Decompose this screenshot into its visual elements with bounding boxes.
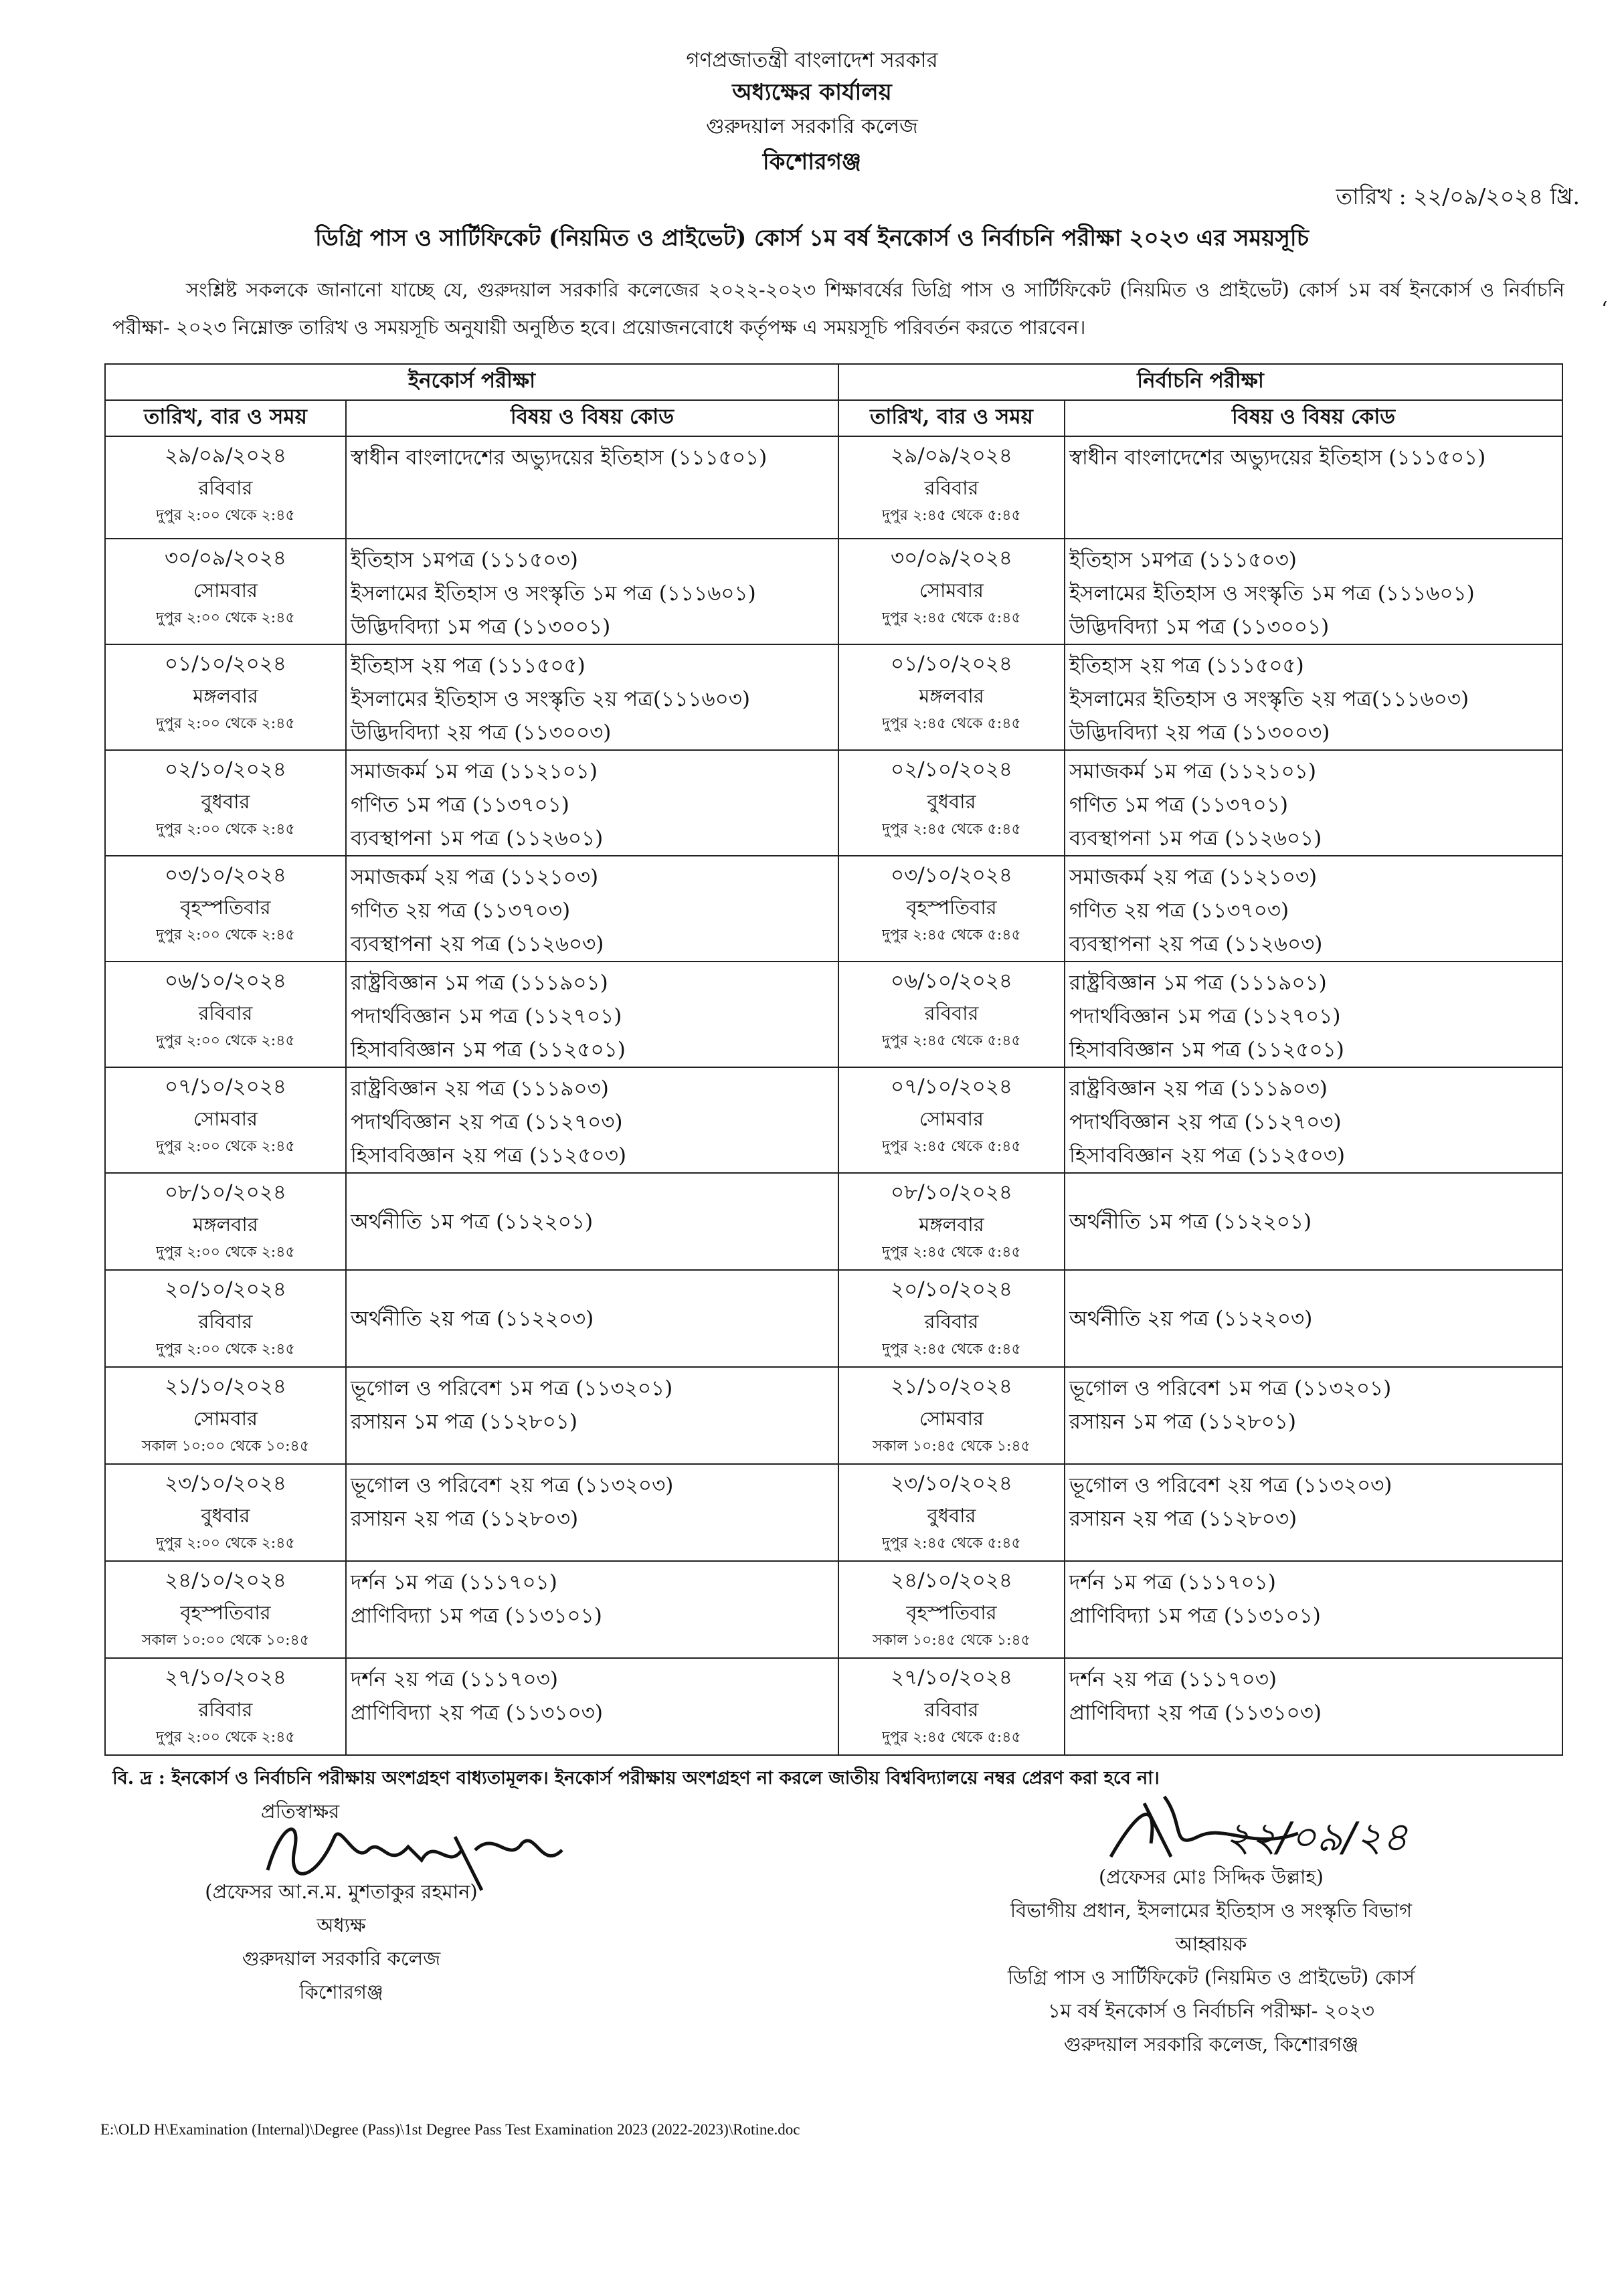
exam-date: ২৩/১০/২০২৪ xyxy=(890,1471,1013,1495)
exam-time: দুপুর ২:০০ থেকে ২:৪৫ xyxy=(156,821,295,838)
exam-time: দুপুর ২:০০ থেকে ২:৪৫ xyxy=(156,1244,295,1261)
subject-item: অর্থনীতি ২য় পত্র (১১২২০৩) xyxy=(1069,1306,1313,1331)
subject-item: রাষ্ট্রবিজ্ঞান ২য় পত্র (১১১৯০৩) xyxy=(1069,1077,1328,1101)
date-cell xyxy=(105,436,346,539)
table-row xyxy=(105,1067,1562,1173)
exam-day: মঙ্গলবার xyxy=(919,685,984,707)
subject-item: হিসাববিজ্ঞান ২য় পত্র (১১২৫০৩) xyxy=(351,1144,626,1168)
exam-date: ২৭/১০/২০২৪ xyxy=(890,1665,1013,1690)
subject-item: অর্থনীতি ১ম পত্র (১১২২০১) xyxy=(351,1209,594,1234)
exam-date: ০১/১০/২০২৪ xyxy=(891,652,1013,676)
subject-item: ব্যবস্থাপনা ২য় পত্র (১১২৬০৩) xyxy=(1069,932,1323,956)
schedule-body xyxy=(105,436,1562,1755)
exam-day: রবিবার xyxy=(924,1310,979,1333)
subject-cell xyxy=(1065,436,1562,539)
exam-day: মঙ্গলবার xyxy=(193,1213,258,1236)
subject-cell xyxy=(346,1367,838,1464)
subject-item: প্রাণিবিদ্যা ১ম পত্র (১১৩১০১) xyxy=(351,1604,602,1628)
principal-institution: গুরুদয়াল সরকারি কলেজ xyxy=(242,1947,441,1970)
principal-signature xyxy=(254,1810,589,1897)
col-header-subject: বিষয় ও বিষয় কোড xyxy=(346,400,838,436)
date-cell xyxy=(105,539,346,644)
exam-day: মঙ্গলবার xyxy=(193,685,258,707)
subject-cell xyxy=(1065,539,1562,644)
date-cell xyxy=(838,539,1065,644)
table-row xyxy=(105,539,1562,644)
subject-cell xyxy=(1065,1270,1562,1367)
exam-day: রবিবার xyxy=(924,476,979,499)
subject-item: ভূগোল ও পরিবেশ ২য় পত্র (১১৩২০৩) xyxy=(351,1473,674,1497)
header-district: কিশোরগঞ্জ xyxy=(762,149,862,175)
countersign-label: প্রতিস্বাক্ষর xyxy=(261,1800,340,1823)
subject-item: পদার্থবিজ্ঞান ২য় পত্র (১১২৭০৩) xyxy=(351,1110,623,1134)
exam-time: দুপুর ২:৪৫ থেকে ৫:৪৫ xyxy=(882,715,1021,732)
subject-item: গণিত ২য় পত্র (১১৩৭০৩) xyxy=(351,899,571,923)
date-cell xyxy=(105,1270,346,1367)
subject-cell xyxy=(346,644,838,750)
exam-time: সকাল ১০:০০ থেকে ১০:৪৫ xyxy=(141,1632,310,1649)
subject-cell xyxy=(1065,1173,1562,1270)
table-row xyxy=(105,1658,1562,1755)
footnote: বি. দ্র : ইনকোর্স ও নির্বাচনি পরীক্ষায় অংশগ্রহণ বাধ্যতামূলক। ইনকোর্স পরীক্ষায় অংশগ্রহণ না করলে জাতীয় বিশ্ববিদ্যালয়ে নম্বর প্রেরণ করা হবে না। xyxy=(112,1768,1160,1789)
file-path-footer: E:\OLD H\Examination (Internal)\Degree (Pass)\1st Degree Pass Test Examination 2023 (2022-2023)\Rotine.doc xyxy=(100,2121,800,2138)
exam-day: সোমবার xyxy=(193,1407,258,1430)
subject-cell xyxy=(1065,1561,1562,1658)
subject-item: স্বাধীন বাংলাদেশের অভ্যুদয়ের ইতিহাস (১১১৫০১) xyxy=(351,446,768,470)
table-row xyxy=(105,856,1562,962)
date-cell xyxy=(838,1173,1065,1270)
subject-cell xyxy=(1065,856,1562,962)
subject-cell xyxy=(1065,1658,1562,1755)
convener-exam: ১ম বর্ষ ইনকোর্স ও নির্বাচনি পরীক্ষা- ২০২৩ xyxy=(1047,1999,1375,2022)
subject-item: ইসলামের ইতিহাস ও সংস্কৃতি ২য় পত্র(১১১৬০৩) xyxy=(351,687,751,711)
date-cell xyxy=(105,962,346,1067)
exam-day: রবিবার xyxy=(198,1698,253,1721)
exam-day: রবিবার xyxy=(924,1698,979,1721)
subject-item: দর্শন ১ম পত্র (১১১৭০১) xyxy=(1069,1570,1276,1595)
header-office: অধ্যক্ষের কার্যালয় xyxy=(732,79,892,106)
exam-date: ০১/১০/২০২৪ xyxy=(164,652,287,676)
exam-date: ০৮/১০/২০২৪ xyxy=(164,1180,287,1204)
date-cell xyxy=(838,1367,1065,1464)
exam-time: দুপুর ২:০০ থেকে ২:৪৫ xyxy=(156,1535,295,1552)
table-row xyxy=(105,750,1562,856)
date-cell xyxy=(105,856,346,962)
subject-item: ভূগোল ও পরিবেশ ২য় পত্র (১১৩২০৩) xyxy=(1069,1473,1392,1497)
exam-day: বুধবার xyxy=(201,1504,250,1527)
date-cell xyxy=(838,1270,1065,1367)
date-cell xyxy=(105,1067,346,1173)
subject-item: উদ্ভিদবিদ্যা ১ম পত্র (১১৩০০১) xyxy=(351,615,611,639)
date-cell xyxy=(838,1658,1065,1755)
exam-date: ২৪/১০/২০২৪ xyxy=(164,1568,287,1592)
exam-time: দুপুর ২:০০ থেকে ২:৪৫ xyxy=(156,1138,295,1155)
exam-day: রবিবার xyxy=(198,1310,253,1333)
subject-item: সমাজকর্ম ১ম পত্র (১১২১০১) xyxy=(1069,759,1317,784)
date-cell xyxy=(838,644,1065,750)
exam-day: বৃহস্পতিবার xyxy=(180,896,271,919)
subject-item: রসায়ন ১ম পত্র (১১২৮০১) xyxy=(1069,1410,1296,1434)
exam-day: সোমবার xyxy=(919,1107,984,1130)
exam-time: দুপুর ২:৪৫ থেকে ৫:৪৫ xyxy=(882,1032,1021,1049)
subject-item: ইতিহাস ২য় পত্র (১১১৫০৫) xyxy=(351,654,585,678)
exam-day: বৃহস্পতিবার xyxy=(180,1601,271,1624)
convener-college: গুরুদয়াল সরকারি কলেজ, কিশোরগঞ্জ xyxy=(1063,2033,1359,2056)
date-cell xyxy=(105,1464,346,1561)
exam-day: সোমবার xyxy=(193,579,258,602)
subject-cell xyxy=(346,1561,838,1658)
exam-date: ২০/১০/২০২৪ xyxy=(890,1277,1013,1301)
exam-day: বৃহস্পতিবার xyxy=(906,896,997,919)
table-row xyxy=(105,644,1562,750)
table-row xyxy=(105,1561,1562,1658)
principal-place: কিশোরগঞ্জ xyxy=(299,1981,383,2003)
exam-time: দুপুর ২:৪৫ থেকে ৫:৪৫ xyxy=(882,1535,1021,1552)
exam-day: সোমবার xyxy=(919,579,984,602)
convener-signature-date: ২২/০৯/২৪ xyxy=(1225,1814,1409,1861)
subject-item: প্রাণিবিদ্যা ১ম পত্র (১১৩১০১) xyxy=(1069,1604,1321,1628)
notice-date: তারিখ : ২২/০৯/২০২৪ খ্রি. xyxy=(1336,183,1580,209)
subject-item: ইসলামের ইতিহাস ও সংস্কৃতি ১ম পত্র (১১১৬০১) xyxy=(351,581,756,606)
subject-item: সমাজকর্ম ১ম পত্র (১১২১০১) xyxy=(351,759,598,784)
exam-time: দুপুর ২:০০ থেকে ২:৪৫ xyxy=(156,927,295,943)
table-row xyxy=(105,1270,1562,1367)
subject-item: দর্শন ২য় পত্র (১১১৭০৩) xyxy=(1069,1667,1277,1692)
table-row xyxy=(105,962,1562,1067)
table-row xyxy=(105,436,1562,539)
subject-item: ইতিহাস ১মপত্র (১১১৫০৩) xyxy=(351,548,578,572)
col-header-date: তারিখ, বার ও সময় xyxy=(105,400,346,436)
exam-day: বুধবার xyxy=(927,790,976,813)
date-cell xyxy=(838,856,1065,962)
date-cell xyxy=(105,1561,346,1658)
subject-cell xyxy=(1065,962,1562,1067)
exam-time: সকাল ১০:৪৫ থেকে ১:৪৫ xyxy=(873,1438,1030,1455)
exam-date: ০৭/১০/২০২৪ xyxy=(890,1075,1013,1099)
subject-cell xyxy=(346,1270,838,1367)
subject-item: পদার্থবিজ্ঞান ১ম পত্র (১১২৭০১) xyxy=(1069,1004,1341,1028)
subject-item: উদ্ভিদবিদ্যা ২য় পত্র (১১৩০০৩) xyxy=(351,721,612,745)
subject-item: সমাজকর্ম ২য় পত্র (১১২১০৩) xyxy=(351,865,599,889)
exam-time: দুপুর ২:৪৫ থেকে ৫:৪৫ xyxy=(882,1341,1021,1358)
subject-cell xyxy=(1065,1367,1562,1464)
convener-department: বিভাগীয় প্রধান, ইসলামের ইতিহাস ও সংস্কৃতি বিভাগ xyxy=(1010,1899,1413,1922)
subject-item: ইসলামের ইতিহাস ও সংস্কৃতি ২য় পত্র(১১১৬০৩) xyxy=(1069,687,1469,711)
subject-item: হিসাববিজ্ঞান ২য় পত্র (১১২৫০৩) xyxy=(1069,1144,1345,1168)
exam-date: ২০/১০/২০২৪ xyxy=(164,1277,287,1301)
subject-item: অর্থনীতি ২য় পত্র (১১২২০৩) xyxy=(351,1306,594,1331)
subject-item: উদ্ভিদবিদ্যা ২য় পত্র (১১৩০০৩) xyxy=(1069,721,1330,745)
exam-time: দুপুর ২:০০ থেকে ২:৪৫ xyxy=(156,1032,295,1049)
exam-time: দুপুর ২:৪৫ থেকে ৫:৪৫ xyxy=(882,927,1021,943)
exam-day: বুধবার xyxy=(201,790,250,813)
subject-item: ইতিহাস ১মপত্র (১১১৫০৩) xyxy=(1069,548,1297,572)
exam-time: দুপুর ২:৪৫ থেকে ৫:৪৫ xyxy=(882,821,1021,838)
date-cell xyxy=(838,1464,1065,1561)
subject-item: রাষ্ট্রবিজ্ঞান ১ম পত্র (১১১৯০১) xyxy=(1069,971,1327,995)
subject-cell xyxy=(346,750,838,856)
exam-day: বৃহস্পতিবার xyxy=(906,1601,997,1624)
subject-item: ব্যবস্থাপনা ২য় পত্র (১১২৬০৩) xyxy=(351,932,604,956)
col-header-date: তারিখ, বার ও সময় xyxy=(838,400,1065,436)
incourse-header: ইনকোর্স পরীক্ষা xyxy=(105,364,838,400)
subject-item: দর্শন ২য় পত্র (১১১৭০৩) xyxy=(351,1667,558,1692)
subject-item: ভূগোল ও পরিবেশ ১ম পত্র (১১৩২০১) xyxy=(351,1376,673,1400)
edge-mark: ‘ xyxy=(1601,298,1608,321)
exam-time: দুপুর ২:৪৫ থেকে ৫:৪৫ xyxy=(882,1729,1021,1746)
subject-item: স্বাধীন বাংলাদেশের অভ্যুদয়ের ইতিহাস (১১১৫০১) xyxy=(1069,446,1486,470)
date-cell xyxy=(105,1367,346,1464)
exam-day: সোমবার xyxy=(193,1107,258,1130)
exam-date: ২৭/১০/২০২৪ xyxy=(164,1665,287,1690)
subject-cell xyxy=(1065,1067,1562,1173)
schedule-table xyxy=(104,363,1563,1756)
exam-date: ০৮/১০/২০২৪ xyxy=(891,1180,1013,1204)
subject-item: সমাজকর্ম ২য় পত্র (১১২১০৩) xyxy=(1069,865,1318,889)
subject-item: ইতিহাস ২য় পত্র (১১১৫০৫) xyxy=(1069,654,1304,678)
exam-day: সোমবার xyxy=(919,1407,984,1430)
selection-header: নির্বাচনি পরীক্ষা xyxy=(838,364,1562,400)
exam-date: ২৯/০৯/২০২৪ xyxy=(164,444,287,468)
table-row xyxy=(105,1173,1562,1270)
subject-cell xyxy=(346,1658,838,1755)
header-college: গুরুদয়াল সরকারি কলেজ xyxy=(706,114,918,139)
date-cell xyxy=(105,644,346,750)
subject-cell xyxy=(1065,1464,1562,1561)
convener-block xyxy=(910,1860,1512,2061)
exam-time: দুপুর ২:৪৫ থেকে ৫:৪৫ xyxy=(882,610,1021,626)
subject-item: ব্যবস্থাপনা ১ম পত্র (১১২৬০১) xyxy=(1069,826,1322,850)
exam-date: ০৭/১০/২০২৪ xyxy=(164,1075,287,1099)
exam-date: ০৩/১০/২০২৪ xyxy=(164,863,287,887)
exam-date: ০২/১০/২০২৪ xyxy=(890,757,1013,782)
subject-item: ভূগোল ও পরিবেশ ১ম পত্র (১১৩২০১) xyxy=(1069,1376,1392,1400)
subject-cell xyxy=(346,436,838,539)
exam-time: দুপুর ২:৪৫ থেকে ৫:৪৫ xyxy=(882,1138,1021,1155)
subject-cell xyxy=(346,539,838,644)
exam-date: ২১/১০/২০২৪ xyxy=(891,1374,1013,1398)
subject-item: রাষ্ট্রবিজ্ঞান ২য় পত্র (১১১৯০৩) xyxy=(351,1077,609,1101)
exam-date: ৩০/০৯/২০২৪ xyxy=(164,546,287,570)
exam-time: দুপুর ২:০০ থেকে ২:৪৫ xyxy=(156,610,295,626)
date-cell xyxy=(105,1173,346,1270)
date-cell xyxy=(105,750,346,856)
subject-item: গণিত ১ম পত্র (১১৩৭০১) xyxy=(351,793,569,817)
exam-date: ০৬/১০/২০২৪ xyxy=(890,969,1013,993)
subject-cell xyxy=(346,1173,838,1270)
exam-day: রবিবার xyxy=(198,1002,253,1024)
subject-item: ব্যবস্থাপনা ১ম পত্র (১১২৬০১) xyxy=(351,826,604,850)
exam-time: দুপুর ২:৪৫ থেকে ৫:৪৫ xyxy=(882,507,1021,524)
exam-time: সকাল ১০:৪৫ থেকে ১:৪৫ xyxy=(873,1632,1030,1649)
exam-day: বুধবার xyxy=(927,1504,976,1527)
date-cell xyxy=(105,1658,346,1755)
convener-course: ডিগ্রি পাস ও সার্টিফিকেট (নিয়মিত ও প্রাইভেট) কোর্স xyxy=(1007,1966,1415,1989)
subject-cell xyxy=(346,962,838,1067)
convener-name: (প্রফেসর মোঃ সিদ্দিক উল্লাহ) xyxy=(1099,1865,1324,1888)
subject-item: ইসলামের ইতিহাস ও সংস্কৃতি ১ম পত্র (১১১৬০১) xyxy=(1069,581,1475,606)
subject-item: প্রাণিবিদ্যা ২য় পত্র (১১৩১০৩) xyxy=(351,1701,603,1725)
subject-item: রসায়ন ১ম পত্র (১১২৮০১) xyxy=(351,1410,577,1434)
exam-date: ২৯/০৯/২০২৪ xyxy=(891,444,1013,468)
subject-item: পদার্থবিজ্ঞান ২য় পত্র (১১২৭০৩) xyxy=(1069,1110,1342,1134)
subject-cell xyxy=(1065,750,1562,856)
exam-day: রবিবার xyxy=(198,476,253,499)
subject-item: হিসাববিজ্ঞান ১ম পত্র (১১২৫০১) xyxy=(351,1038,626,1062)
exam-time: দুপুর ২:০০ থেকে ২:৪৫ xyxy=(156,1729,295,1746)
exam-date: ০৩/১০/২০২৪ xyxy=(890,863,1013,887)
convener-role: আহ্বায়ক xyxy=(1175,1932,1247,1955)
subject-item: হিসাববিজ্ঞান ১ম পত্র (১১২৫০১) xyxy=(1069,1038,1344,1062)
subject-item: গণিত ১ম পত্র (১১৩৭০১) xyxy=(1069,793,1288,817)
exam-time: দুপুর ২:০০ থেকে ২:৪৫ xyxy=(156,1341,295,1358)
exam-time: দুপুর ২:০০ থেকে ২:৪৫ xyxy=(156,507,295,524)
subject-item: গণিত ২য় পত্র (১১৩৭০৩) xyxy=(1069,899,1289,923)
subject-cell xyxy=(346,1464,838,1561)
subject-cell xyxy=(1065,644,1562,750)
exam-date: ২৪/১০/২০২৪ xyxy=(891,1568,1013,1592)
subject-cell xyxy=(346,1067,838,1173)
table-row xyxy=(105,1464,1562,1561)
subject-item: দর্শন ১ম পত্র (১১১৭০১) xyxy=(351,1570,557,1595)
col-header-subject: বিষয় ও বিষয় কোড xyxy=(1065,400,1562,436)
schedule-title: ডিগ্রি পাস ও সার্টিফিকেট (নিয়মিত ও প্রাইভেট) কোর্স ১ম বর্ষ ইনকোর্স ও নির্বাচনি পরীক্ষা ২০২৩ এর সময়সূচি xyxy=(315,225,1309,252)
date-cell xyxy=(838,1561,1065,1658)
header-government: গণপ্রজাতন্ত্রী বাংলাদেশ সরকার xyxy=(686,48,938,72)
table-row xyxy=(105,1367,1562,1464)
subject-item: রসায়ন ২য় পত্র (১১২৮০৩) xyxy=(1069,1507,1297,1531)
date-cell xyxy=(838,436,1065,539)
subject-item: রসায়ন ২য় পত্র (১১২৮০৩) xyxy=(351,1507,579,1531)
intro-paragraph: সংশ্লিষ্ট সকলকে জানানো যাচ্ছে যে, গুরুদয়াল সরকারি কলেজের ২০২২-২০২৩ শিক্ষাবর্ষের ডিগ্রি পাস ও সার্টিফিকেট (নিয়মিত ও প্রাইভেট) কোর্স ১ম বর্ষ ইনকোর্স ও নির্বাচনি পরীক্ষা- ২০২৩ নিম্নোক্ত তারিখ ও সময়সূচি অনুযায়ী অনুষ্ঠিত হবে। প্রয়োজনবোধে কর্তৃপক্ষ এ সময়সূচি পরিবর্তন করতে পারবেন। xyxy=(112,278,1564,339)
subject-item: রাষ্ট্রবিজ্ঞান ১ম পত্র (১১১৯০১) xyxy=(351,971,608,995)
principal-name: (প্রফেসর আ.ন.ম. মুশতাকুর রহমান) xyxy=(205,1880,478,1903)
exam-date: ২১/১০/২০২৪ xyxy=(164,1374,287,1398)
exam-day: মঙ্গলবার xyxy=(919,1213,984,1236)
principal-designation: অধ্যক্ষ xyxy=(317,1914,366,1936)
subject-cell xyxy=(346,856,838,962)
exam-day: রবিবার xyxy=(924,1002,979,1024)
date-cell xyxy=(838,750,1065,856)
subject-item: পদার্থবিজ্ঞান ১ম পত্র (১১২৭০১) xyxy=(351,1004,622,1028)
subject-item: প্রাণিবিদ্যা ২য় পত্র (১১৩১০৩) xyxy=(1069,1701,1322,1725)
date-cell xyxy=(838,1067,1065,1173)
exam-time: সকাল ১০:০০ থেকে ১০:৪৫ xyxy=(141,1438,310,1455)
exam-date: ৩০/০৯/২০২৪ xyxy=(890,546,1013,570)
exam-time: দুপুর ২:০০ থেকে ২:৪৫ xyxy=(156,715,295,732)
exam-date: ০৬/১০/২০২৪ xyxy=(164,969,287,993)
exam-time: দুপুর ২:৪৫ থেকে ৫:৪৫ xyxy=(882,1244,1021,1261)
subject-item: উদ্ভিদবিদ্যা ১ম পত্র (১১৩০০১) xyxy=(1069,615,1330,639)
subject-item: অর্থনীতি ১ম পত্র (১১২২০১) xyxy=(1069,1209,1312,1234)
exam-date: ২৩/১০/২০২৪ xyxy=(164,1471,287,1495)
date-cell xyxy=(838,962,1065,1067)
exam-date: ০২/১০/২০২৪ xyxy=(164,757,287,782)
